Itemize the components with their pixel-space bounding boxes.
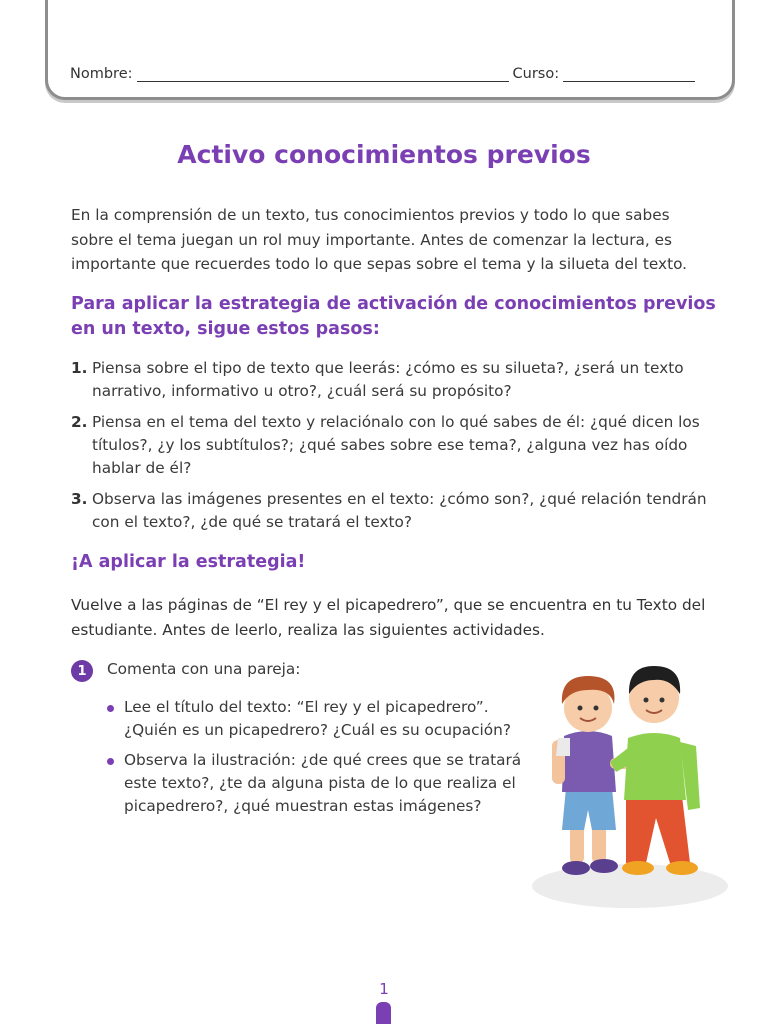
step-number: 1. [71, 359, 88, 377]
name-label: Nombre: [70, 66, 133, 82]
course-field-line[interactable] [563, 70, 695, 82]
activity-bullets [107, 696, 537, 825]
name-course-row [70, 64, 715, 82]
bullet-text: Lee el título del texto: “El rey y el picapedrero”. ¿Quién es un picapedrero? ¿Cuál es su ocupación? [124, 698, 511, 739]
boys-image [530, 658, 730, 918]
bullet-dot-icon [107, 758, 114, 765]
two-boys-illustration [530, 658, 730, 918]
page-number: 1 [379, 980, 389, 998]
activity-number-badge: 1 [71, 660, 93, 682]
bullet-dot-icon [107, 705, 114, 712]
activity-lead: Comenta con una pareja: [107, 660, 301, 678]
strategy-steps-list [71, 357, 721, 542]
apply-paragraph: Vuelve a las páginas de “El rey y el picapedrero”, que se encuentra en tu Texto del estudiante. Antes de leerlo, realiza las siguientes actividades. [71, 596, 706, 639]
strategy-step [71, 411, 721, 480]
bullet-text: Observa la ilustración: ¿de qué crees que se tratará este texto?, ¿te da alguna pista de lo que realiza el picapedrero?, ¿qué muestran estas imágenes? [124, 751, 522, 815]
list-item [107, 696, 537, 742]
name-field-line[interactable] [137, 70, 509, 82]
page-title: Activo conocimientos previos [177, 140, 591, 169]
list-item [107, 749, 537, 818]
step-text: Piensa sobre el tipo de texto que leerás: ¿cómo es su silueta?, ¿será un texto narrativo, informativo u otro?, ¿cuál será su propósito? [92, 359, 684, 400]
course-label: Curso: [512, 66, 560, 82]
step-number: 3. [71, 490, 88, 508]
page-tab-marker [376, 1002, 391, 1024]
strategy-heading: Para aplicar la estrategia de activación de conocimientos previos en un texto, sigue estos pasos: [71, 294, 716, 339]
step-number: 2. [71, 413, 88, 431]
strategy-step [71, 357, 721, 403]
intro-paragraph: En la comprensión de un texto, tus conocimientos previos y todo lo que sabes sobre el tema juegan un rol muy importante. Antes de comenzar la lectura, es importante que recuerdes todo lo que sepas sobre el tema y la silueta del texto. [71, 206, 688, 273]
step-text: Observa las imágenes presentes en el texto: ¿cómo son?, ¿qué relación tendrán con el texto?, ¿de qué se tratará el texto? [92, 490, 707, 531]
strategy-step [71, 488, 721, 534]
apply-heading: ¡A aplicar la estrategia! [71, 552, 306, 572]
header-box [45, 0, 735, 100]
dark-haired-boy [610, 666, 700, 875]
step-text: Piensa en el tema del texto y relaciónalo con lo qué sabes de él: ¿qué dicen los títulos?, ¿y los subtítulos?; ¿qué sabes sobre ese tema?, ¿alguna vez has oído hablar de él? [92, 413, 700, 477]
